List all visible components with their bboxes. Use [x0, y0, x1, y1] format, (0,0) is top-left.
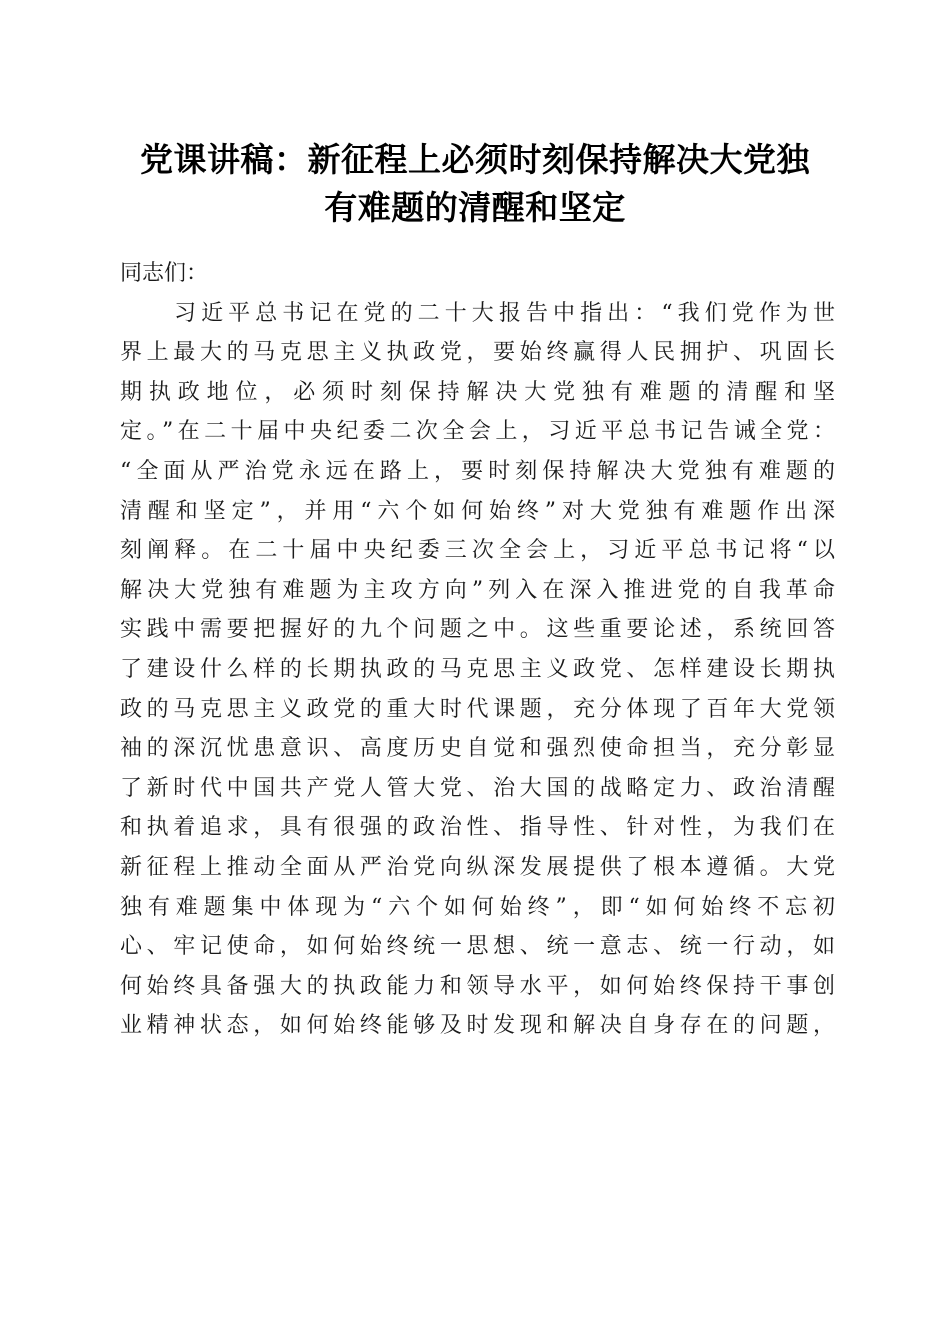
salutation: 同志们： — [120, 261, 209, 286]
paragraph-line: 界上最大的马克思主义执政党，要始终赢得人民拥护、巩固长 — [120, 340, 835, 366]
paragraph-line: 何始终具备强大的执政能力和领导水平，如何始终保持干事创 — [120, 973, 835, 999]
paragraph-line: 了建设什么样的长期执政的马克思主义政党、怎样建设长期执 — [120, 656, 835, 682]
title-line-1: 党课讲稿：新征程上必须时刻保持解决大党独 — [140, 140, 810, 179]
paragraph-line: 新征程上推动全面从严治党向纵深发展提供了根本遵循。大党 — [120, 854, 835, 880]
paragraph-line: 心、牢记使命，如何始终统一思想、统一意志、统一行动，如 — [120, 934, 835, 960]
paragraph-line: 期执政地位，必须时刻保持解决大党独有难题的清醒和坚 — [120, 379, 835, 405]
paragraph-line: 解决大党独有难题为主攻方向”列入在深入推进党的自我革命 — [120, 577, 835, 603]
paragraph-line: “全面从严治党永远在路上，要时刻保持解决大党独有难题的 — [120, 458, 835, 484]
document-title — [100, 136, 850, 232]
paragraph-line: 了新时代中国共产党人管大党、治大国的战略定力、政治清醒 — [120, 775, 835, 801]
document-body — [120, 254, 835, 1046]
paragraph-line: 实践中需要把握好的九个问题之中。这些重要论述，系统回答 — [120, 617, 835, 643]
paragraph-line: 清醒和坚定”，并用“六个如何始终”对大党独有难题作出深 — [120, 498, 835, 524]
paragraph — [120, 294, 835, 1046]
paragraph-line: 习近平总书记在党的二十大报告中指出：“我们党作为世 — [174, 300, 835, 326]
paragraph-line: 袖的深沉忧患意识、高度历史自觉和强烈使命担当，充分彰显 — [120, 736, 835, 762]
paragraph-line: 和执着追求，具有很强的政治性、指导性、针对性，为我们在 — [120, 815, 835, 841]
paragraph-line: 业精神状态，如何始终能够及时发现和解决自身存在的问题， — [120, 1013, 835, 1039]
title-line-2: 有难题的清醒和坚定 — [324, 188, 626, 227]
paragraph-line: 定。”在二十届中央纪委二次全会上，习近平总书记告诫全党： — [120, 419, 835, 445]
paragraph-line: 政的马克思主义政党的重大时代课题，充分体现了百年大党领 — [120, 696, 835, 722]
paragraph-line: 独有难题集中体现为“六个如何始终”，即“如何始终不忘初 — [120, 894, 835, 920]
paragraph-line: 刻阐释。在二十届中央纪委三次全会上，习近平总书记将“以 — [120, 538, 835, 564]
